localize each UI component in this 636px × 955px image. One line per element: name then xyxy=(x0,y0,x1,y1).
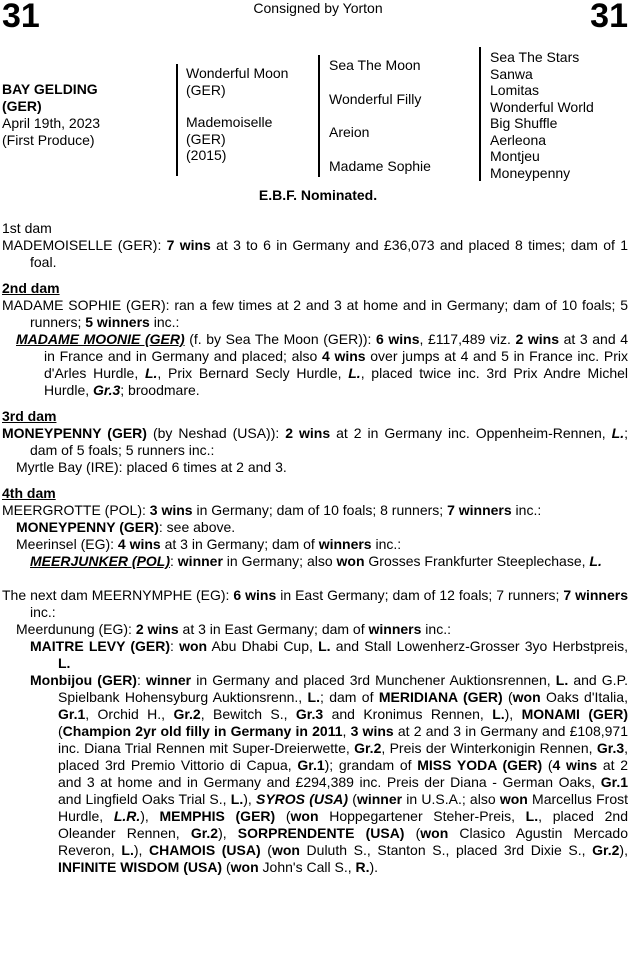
second-dam-heading: 2nd dam xyxy=(2,280,60,296)
third-dam-entry: MONEYPENNY (GER) (by Neshad (USA)): 2 wins at 2 in Germany inc. Oppenheim-Rennen, L.; dam of 5 foals; 5 runners inc.: xyxy=(2,425,629,458)
pedigree-ggp-7: Montjeu xyxy=(490,148,540,164)
pedigree-great-grandparents xyxy=(490,49,594,181)
next-dam-produce-2: MAITRE LEVY (GER): won Abu Dhabi Cup, L. and Stall Lowenherz-Grosser 3yo Herbstpreis, L. xyxy=(30,638,628,671)
pedigree-divider-1 xyxy=(176,64,178,176)
pedigree-ggp-5: Big Shuffle xyxy=(490,115,558,131)
lot-number: 31 xyxy=(2,0,40,35)
fourth-dam-entry: MEERGROTTE (POL): 3 wins in Germany; dam of 10 foals; 8 runners; 7 winners inc.: xyxy=(2,502,542,518)
pedigree-gp-4: Madame Sophie xyxy=(329,157,431,174)
pedigree-ggp-1: Sea The Stars xyxy=(490,49,580,65)
pedigree-parents xyxy=(186,65,288,164)
horse-produce: (First Produce) xyxy=(2,132,95,148)
pedigree-dam-country: (GER) xyxy=(186,130,226,147)
pedigree-divider-3 xyxy=(479,47,481,181)
horse-country: (GER) xyxy=(2,98,42,114)
next-dam-entry: The next dam MEERNYMPHE (EG): 6 wins in East Germany; dam of 12 foals; 7 runners; 7 winners inc.: xyxy=(2,587,628,620)
fourth-dam-produce-3: MEERJUNKER (POL): winner in Germany; also won Grosses Frankfurter Steeplechase, L. xyxy=(30,553,602,569)
pedigree-ggp-2: Sanwa xyxy=(490,65,533,82)
pedigree-gp-1: Sea The Moon xyxy=(329,57,421,73)
horse-foaled: April 19th, 2023 xyxy=(2,115,101,131)
next-dam-produce-3: Monbijou (GER): winner in Germany and placed 3rd Munchener Auktionsrennen, L. and G.P. Spielbank Hohensyburg Auktionsrenn., L.; dam of MERIDIANA (GER) (won Oaks d'Italia, Gr.1, Orchid H., Gr.2, Bewitch S., Gr.3 and Kronimus Rennen, L.), MONAMI (GER) (Champion 2yr old filly in Germany in 2011, 3 wins at 2 and 3 in Germany and £108,971 inc. Diana Trial Rennen mit Super-Dreierwette, Gr.2, Preis der Winterkonigin Rennen, Gr.3, placed 3rd Premio Vittorio di Capua, Gr.1); grandam of MISS YODA (GER) (4 wins at 2 and 3 at home and in Germany and £294,389 inc. Preis der Diana - German Oaks, Gr.1 and Lingfield Oaks Trial S., L.), SYROS (USA) (winner in U.S.A.; also won Marcellus Frost Hurdle, L.R.), MEMPHIS (GER) (won Hoppegartener Steher-Preis, L., placed 2nd Oleander Rennen, Gr.2), SORPRENDENTE (USA) (won Clasico Agustin Mercado Reveron, L.), CHAMOIS (USA) (won Duluth S., Stanton S., placed 3rd Dixie S., Gr.2), INFINITE WISDOM (USA) (won John's Call S., R.). xyxy=(30,672,629,875)
pedigree-grandparents xyxy=(329,57,431,174)
pedigree-gp-3: Areion xyxy=(329,124,370,140)
horse-description xyxy=(2,81,100,149)
first-dam-name: MADEMOISELLE (GER) xyxy=(2,237,158,253)
fourth-dam-produce-1: MONEYPENNY (GER): see above. xyxy=(16,519,236,535)
ebf-nomination: E.B.F. Nominated. xyxy=(258,187,378,203)
pedigree-ggp-3: Lomitas xyxy=(490,82,540,98)
pedigree-sire-country: (GER) xyxy=(186,81,226,98)
first-dam-entry: MADEMOISELLE (GER): 7 wins at 3 to 6 in Germany and £36,073 and placed 8 times; dam of 1 foal. xyxy=(2,237,629,270)
pedigree-ggp-4: Wonderful World xyxy=(490,98,594,115)
pedigree-divider-2 xyxy=(318,55,320,177)
catalogue-body xyxy=(2,220,628,876)
second-dam-produce-1: MADAME MOONIE (GER) (f. by Sea The Moon (GER)): 6 wins, £117,489 viz. 2 wins at 3 and 4 in France and in Germany and placed; also 4 wins over jumps at 4 and 5 in France inc. Prix d'Arles Hurdle, L., Prix Bernard Secly Hurdle, L., placed twice inc. 3rd Prix Andre Michel Hurdle, Gr.3; broodmare. xyxy=(16,331,629,398)
third-dam-heading: 3rd dam xyxy=(2,408,57,424)
first-dam-heading: 1st dam xyxy=(2,220,52,236)
lot-number-right: 31 xyxy=(590,0,628,35)
pedigree-sire: Wonderful Moon xyxy=(186,65,289,81)
horse-sex: BAY GELDING xyxy=(2,81,98,97)
pedigree-dam: Mademoiselle xyxy=(186,114,273,130)
fourth-dam-heading: 4th dam xyxy=(2,485,56,501)
consignor: Consigned by Yorton xyxy=(253,0,383,16)
next-dam-produce-1: Meerdunung (EG): 2 wins at 3 in East Germany; dam of winners inc.: xyxy=(16,621,451,637)
third-dam-produce-1: Myrtle Bay (IRE): placed 6 times at 2 and 3. xyxy=(16,459,287,475)
pedigree-ggp-8: Moneypenny xyxy=(490,164,571,181)
second-dam-entry: MADAME SOPHIE (GER): ran a few times at 2 and 3 at home and in Germany; dam of 10 foals; 5 runners; 5 winners inc.: xyxy=(2,297,628,330)
pedigree-dam-year: (2015) xyxy=(186,147,227,163)
fourth-dam-produce-2: Meerinsel (EG): 4 wins at 3 in Germany; dam of winners inc.: xyxy=(16,536,402,552)
pedigree-gp-2: Wonderful Filly xyxy=(329,90,422,107)
pedigree-ggp-6: Aerleona xyxy=(490,131,547,148)
